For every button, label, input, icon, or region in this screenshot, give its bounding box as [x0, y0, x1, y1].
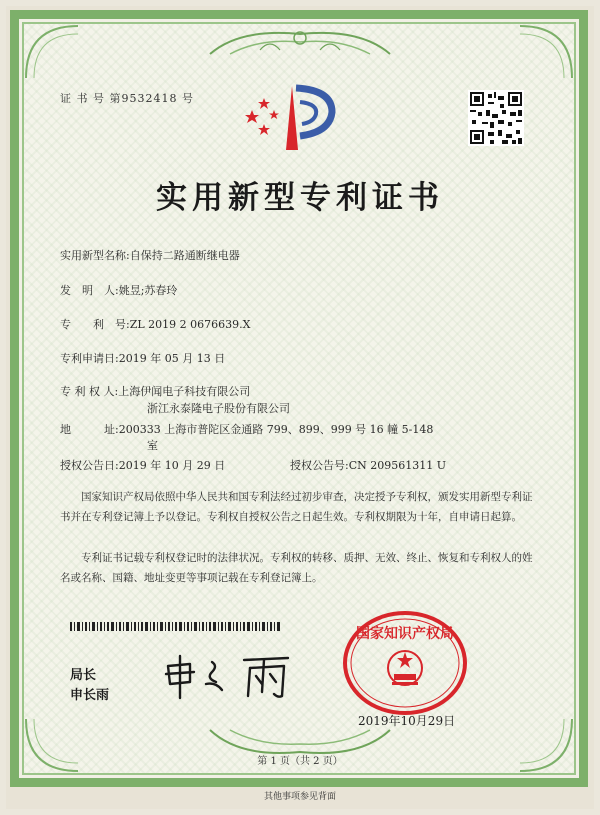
- field-label: 发 明 人:: [60, 284, 119, 297]
- corner-ornament: [22, 22, 82, 82]
- field-value: 室: [147, 439, 158, 452]
- patent-number-row: [60, 316, 250, 332]
- patentee-row-2: [147, 400, 290, 416]
- field-value: 姚昱;苏春玲: [118, 284, 178, 297]
- top-ornament: [200, 24, 400, 60]
- field-value: 浙江永泰隆电子股份有限公司: [147, 402, 290, 415]
- signatory-title: 局长: [70, 668, 97, 683]
- legal-status-paragraph: 专利证书记载专利权登记时的法律状况。专利权的转移、质押、无效、终止、恢复和专利权人的姓名或名称、国籍、地址变更等事项记载在专利登记簿上。: [60, 552, 533, 584]
- field-value: 2019 年 10 月 29 日: [118, 459, 226, 472]
- corner-ornament: [516, 22, 576, 82]
- barcode: [70, 622, 280, 631]
- field-label: 授权公告号:: [290, 459, 349, 472]
- field-label: 授权公告日:: [60, 459, 119, 472]
- address-row-2: [147, 437, 158, 453]
- utility-model-name-row: [60, 247, 240, 263]
- field-label: 实用新型名称:: [60, 249, 130, 262]
- announce-number-row: [290, 457, 446, 473]
- announce-date-row: [60, 457, 225, 473]
- footer-note: 其他事项参见背面: [263, 792, 336, 802]
- field-value: 2019 年 05 月 13 日: [118, 352, 226, 365]
- patentee-row: [60, 383, 250, 399]
- filing-date-row: [60, 350, 225, 366]
- grant-paragraph: 国家知识产权局依照中华人民共和国专利法经过初步审查，决定授予专利权，颁发实用新型专利证书并在专利登记簿上予以登记。专利权自授权公告之日起生效。专利权期限为十年，自申请日起算。: [60, 491, 533, 523]
- field-value: 200333 上海市普陀区金通路 799、899、999 号 16 幢 5-148: [118, 423, 434, 436]
- certificate-number: 证 书 号 第9532418 号: [60, 92, 194, 105]
- handwritten-signature: [160, 652, 300, 702]
- field-label: 专 利 号:: [60, 318, 130, 331]
- address-row: [60, 421, 433, 437]
- seal-text: 国家知识产权局: [356, 626, 454, 642]
- field-label: 地 址:: [60, 423, 119, 436]
- certificate-title: 实用新型专利证书: [156, 180, 444, 216]
- qr-code: [468, 90, 524, 146]
- cnipa-logo-icon: [240, 80, 350, 160]
- field-label: 专 利 权 人:: [60, 385, 119, 398]
- field-value: 上海伊闻电子科技有限公司: [118, 385, 251, 398]
- page-number: 第 1 页（共 2 页）: [257, 756, 343, 767]
- field-value: ZL 2019 2 0676639.X: [129, 318, 251, 331]
- inventor-row: [60, 282, 177, 298]
- field-value: 自保持二路通断继电器: [129, 249, 240, 262]
- field-label: 专利申请日:: [60, 352, 119, 365]
- official-seal-icon: [340, 608, 470, 718]
- field-value: CN 209561311 U: [348, 459, 447, 472]
- signatory-name: 申长雨: [70, 688, 110, 703]
- seal-date: 2019年10月29日: [358, 714, 456, 728]
